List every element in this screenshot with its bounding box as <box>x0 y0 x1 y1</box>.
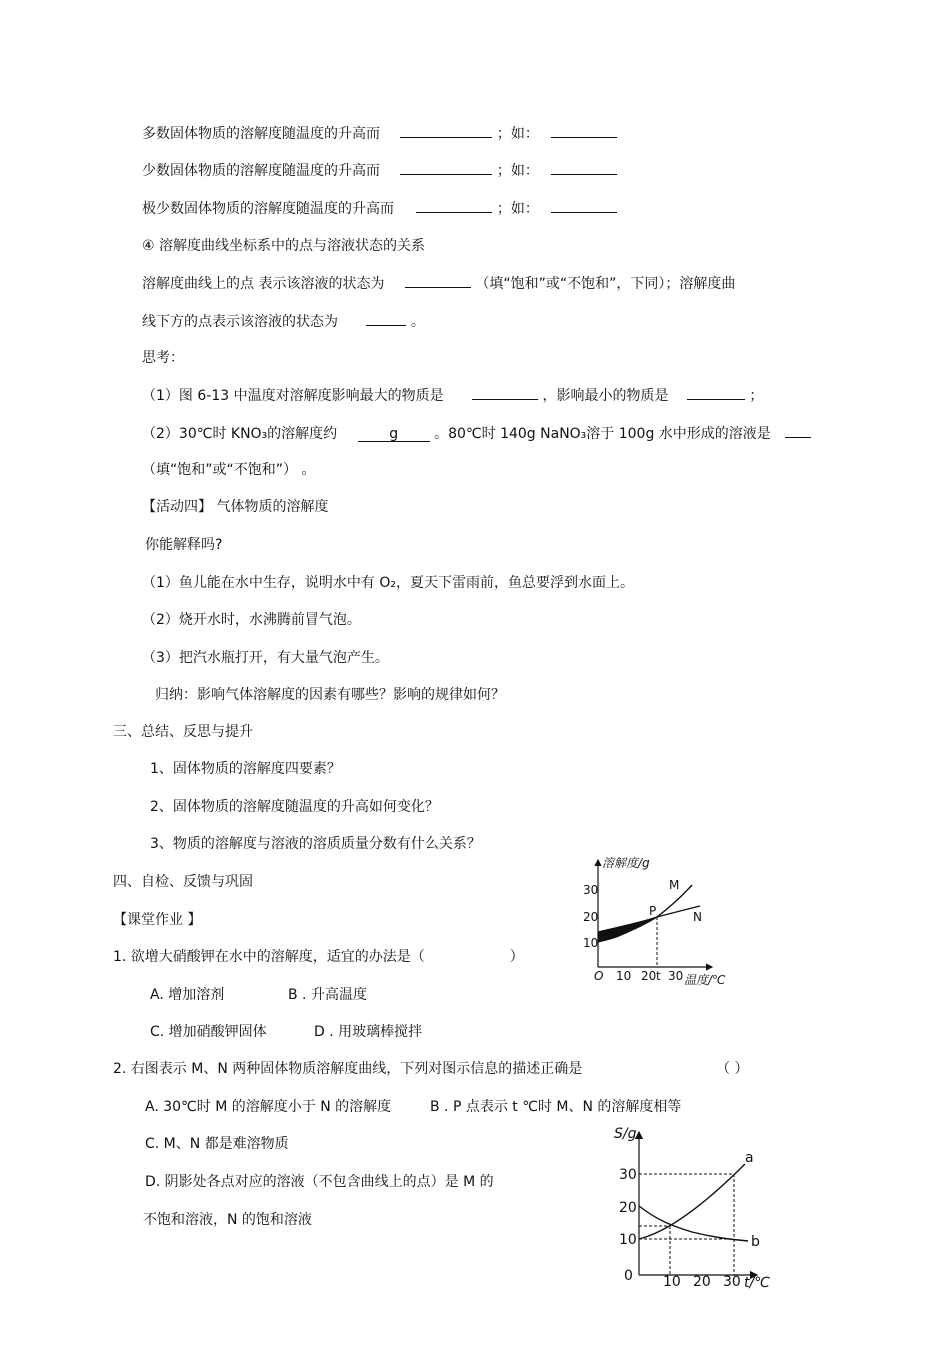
curve-m-label: M <box>669 878 680 892</box>
text: 。80℃时 140g NaNO₃溶于 100g 水中形成的溶液是 <box>434 426 771 442</box>
option-c[interactable]: C. M、N 都是难溶物质 <box>145 1136 289 1152</box>
answer-blank[interactable] <box>405 273 471 288</box>
y-axis-label: S/g <box>614 1126 637 1142</box>
origin-label: 0 <box>624 1268 633 1284</box>
line-4: ④ 溶解度曲线坐标系中的点与溶液状态的关系 <box>142 238 425 254</box>
text: ； <box>749 388 764 404</box>
answer-blank[interactable] <box>785 423 811 438</box>
line-8 <box>142 385 763 406</box>
text: 极少数固体物质的溶解度随温度的升高而 <box>142 201 394 217</box>
line-15: （3）把汽水瓶打开，有大量气泡产生。 <box>142 650 389 666</box>
answer-blank[interactable] <box>358 427 430 442</box>
text: 溶解度曲线上的点 表示该溶液的状态为 <box>142 276 385 292</box>
answer-blank[interactable] <box>416 198 492 213</box>
line-16: 归纳：影响气体溶解度的因素有哪些？影响的规律如何？ <box>155 687 505 703</box>
homework-heading: 【课堂作业 】 <box>113 912 202 928</box>
line-13: （1）鱼儿能在水中生存，说明水中有 O₂，夏天下雷雨前，鱼总要浮到水面上。 <box>142 575 634 591</box>
solubility-figure-mn <box>580 855 730 990</box>
y-axis-label: 溶解度/g <box>602 856 650 870</box>
text: （填“饱和”或“不饱和”，下同）；溶解度曲 <box>475 276 736 292</box>
x-tick-20: 20 <box>693 1274 711 1290</box>
line-5 <box>142 273 735 294</box>
text: （1）图 6-13 中温度对溶解度影响最大的物质是 <box>142 388 444 404</box>
line-18: 1、固体物质的溶解度四要素？ <box>150 761 341 777</box>
answer-blank[interactable] <box>687 385 745 400</box>
y-tick-10: 10 <box>619 1232 637 1248</box>
y-tick-10: 10 <box>583 936 599 950</box>
x-tick-10: 10 <box>616 969 632 983</box>
text: ） <box>509 949 524 965</box>
option-b[interactable]: B . P 点表示 t ℃时 M、N 的溶解度相等 <box>430 1099 682 1115</box>
answer-blank[interactable] <box>400 160 492 175</box>
line-1 <box>142 123 617 144</box>
line-19: 2、固体物质的溶解度随温度的升高如何变化？ <box>150 799 439 815</box>
option-d[interactable]: D . 用玻璃棒搅拌 <box>314 1024 423 1040</box>
unit-g: g <box>389 426 399 442</box>
section-4-heading: 四、自检、反馈与巩固 <box>113 874 253 890</box>
text: 多数固体物质的溶解度随温度的升高而 <box>142 126 380 142</box>
line-3 <box>142 198 617 219</box>
answer-blank[interactable] <box>551 160 617 175</box>
answer-blank[interactable] <box>551 123 617 138</box>
question-1 <box>113 947 524 967</box>
option-c[interactable]: C. 增加硝酸钾固体 <box>150 1024 267 1040</box>
x-tick-20: 20 <box>641 969 657 983</box>
text: ；如： <box>496 163 539 179</box>
text: 1. 欲增大硝酸钾在水中的溶解度，适宜的办法是（ <box>113 949 425 965</box>
section-3-heading: 三、总结、反思与提升 <box>113 724 253 740</box>
question-2: 2. 右图表示 M、N 两种固体物质溶解度曲线，下列对图示信息的描述正确是 <box>113 1061 583 1077</box>
x-axis-label: t/℃ <box>744 1275 770 1291</box>
x-tick-10: 10 <box>663 1274 681 1290</box>
text: ；如： <box>496 201 539 217</box>
answer-blank[interactable] <box>366 311 406 326</box>
curve-a-label: a <box>745 1150 754 1166</box>
line-12: 你能解释吗? <box>145 537 223 553</box>
y-tick-20: 20 <box>583 910 599 924</box>
curve-a <box>639 1164 745 1239</box>
text: （2）30℃时 KNO₃的溶解度约 <box>142 426 338 442</box>
answer-slot[interactable]: （ ） <box>716 1061 749 1077</box>
y-tick-30: 30 <box>583 883 599 897</box>
line-14: （2）烧开水时，水沸腾前冒气泡。 <box>142 612 361 628</box>
text: 。 <box>410 314 425 330</box>
solubility-figure-ab <box>612 1122 782 1292</box>
curve-b-label: b <box>751 1234 760 1250</box>
answer-blank[interactable] <box>551 198 617 213</box>
x-tick-t: t <box>656 969 661 983</box>
y-tick-30: 30 <box>619 1167 637 1183</box>
line-11: 【活动四】 气体物质的溶解度 <box>142 499 329 515</box>
option-a[interactable]: A. 增加溶剂 <box>150 987 225 1003</box>
x-tick-30: 30 <box>668 969 684 983</box>
option-b[interactable]: B . 升高温度 <box>288 987 367 1003</box>
text: ，影响最小的物质是 <box>542 388 669 404</box>
curve-b <box>639 1206 748 1241</box>
answer-blank[interactable] <box>472 385 538 400</box>
line-10: （填“饱和”或“不饱和”） 。 <box>142 462 316 478</box>
text: ；如： <box>496 126 539 142</box>
line-7: 思考： <box>142 350 184 366</box>
text: 线下方的点表示该溶液的状态为 <box>142 314 338 330</box>
line-20: 3、物质的溶解度与溶液的溶质质量分数有什么关系？ <box>150 836 481 852</box>
text: 少数固体物质的溶解度随温度的升高而 <box>142 163 380 179</box>
option-d[interactable]: D. 阴影处各点对应的溶液（不包含曲线上的点）是 M 的 <box>145 1174 494 1190</box>
x-axis-label: 温度/℃ <box>684 973 726 987</box>
line-9 <box>142 423 811 444</box>
option-d-continued: 不饱和溶液，N 的饱和溶液 <box>143 1212 312 1228</box>
x-tick-30: 30 <box>723 1274 741 1290</box>
line-2 <box>142 160 617 181</box>
point-p-label: P <box>649 904 657 918</box>
origin-label: O <box>594 969 604 983</box>
y-tick-20: 20 <box>619 1200 637 1216</box>
curve-n-label: N <box>693 910 702 924</box>
line-6 <box>142 311 425 332</box>
answer-blank[interactable] <box>400 123 492 138</box>
option-a[interactable]: A. 30℃时 M 的溶解度小于 N 的溶解度 <box>145 1099 392 1115</box>
